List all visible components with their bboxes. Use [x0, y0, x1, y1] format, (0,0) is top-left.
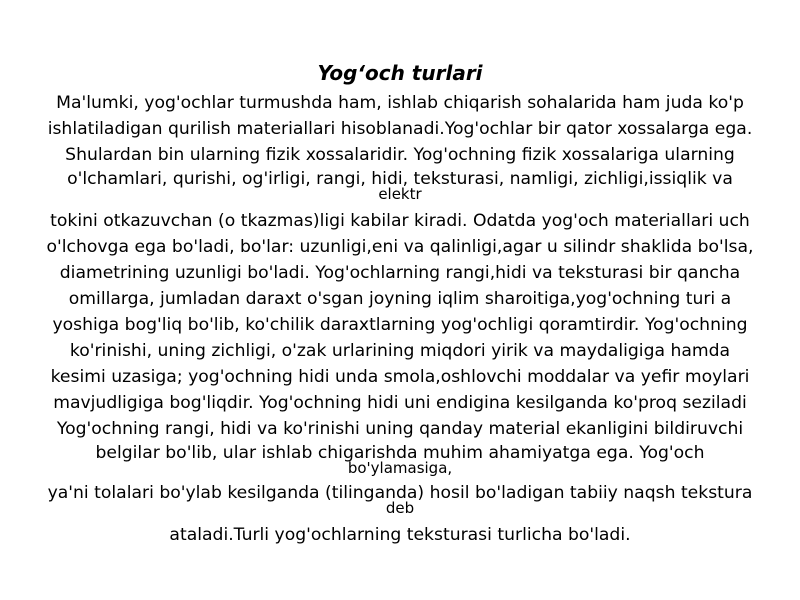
text-line-main: ya'ni tolalari bo'ylab kesilganda (tilinganda) hosil bo'ladigan tabiiy naqsh tekstura [47, 483, 753, 503]
text-line [20, 364, 780, 390]
text-line-main: kesimi uzasiga; yog'ochning hidi unda smola,oshlovchi moddalar va yefir moylari [50, 367, 750, 387]
text-line-main: Ma'lumki, yog'ochlar turmushda ham, ishlab chiqarish sohalarida ham juda ko'p [56, 93, 744, 113]
text-line-wrap: elektr [378, 185, 422, 203]
text-line-wrap: bo'ylamasiga, [347, 459, 453, 477]
text-line-main: ishlatiladigan qurilish materiallari hisoblanadi.Yog'ochlar bir qator xossalarga ega. [47, 119, 753, 139]
text-line-main: diametrining uzunligi bo'ladi. Yog'ochlarning rangi,hidi va teksturasi bir qancha [59, 263, 741, 283]
text-line [20, 522, 780, 548]
text-line-main: mavjudligiga bog'liqdir. Yog'ochning hidi uni endigina kesilganda ko'proq seziladi [53, 393, 747, 413]
text-line-main: o'lchovga ega bo'ladi, bo'lar: uzunligi,eni va qalinligi,agar u silindr shaklida bo'lsa, [46, 237, 754, 257]
text-line-main: yoshiga bog'liq bo'lib, ko'chilik daraxtlarning yog'ochligi qoramtirdir. Yog'ochning [52, 315, 748, 335]
text-line-main: omillarga, jumladan daraxt o'sgan joyning iqlim sharoitiga,yog'ochning turi a [68, 289, 732, 309]
text-line [20, 116, 780, 142]
text-line-main: ko'rinishi, uning zichligi, o'zak urlarining miqdori yirik va maydaligiga hamda [69, 341, 731, 361]
text-line [20, 312, 780, 338]
text-line [20, 234, 780, 260]
text-line [20, 168, 780, 208]
text-line [20, 260, 780, 286]
text-line-main: Shulardan bin ularning fizik xossalaridir. Yog'ochning fizik xossalariga ularning [65, 145, 735, 165]
text-line-main: tokini otkazuvchan (o tkazmas)ligi kabilar kiradi. Odatda yog'och materiallari uch [50, 211, 750, 231]
text-line [20, 390, 780, 416]
text-line [20, 142, 780, 168]
text-line-main: belgilar bo'lib, ular ishlab chigarishda muhim ahamiyatga ega. Yog'och [95, 443, 705, 463]
text-line [20, 208, 780, 234]
text-line-wrap: deb [385, 499, 415, 517]
text-line-main: ataladi.Turli yog'ochlarning teksturasi turlicha bo'ladi. [169, 525, 631, 545]
text-line [20, 338, 780, 364]
slide-title: Yog‘och turlari [317, 61, 483, 85]
text-line [20, 482, 780, 522]
text-line [20, 286, 780, 312]
text-line-main: o'lchamlari, qurishi, og'irligi, rangi, hidi, teksturasi, namligi, zichligi,issiqlik va [67, 169, 733, 189]
text-line [20, 416, 780, 442]
text-line [20, 90, 780, 116]
text-line-main: Yog'ochning rangi, hidi va ko'rinishi uning qanday material ekanligini bildiruvchi [56, 419, 744, 439]
text-line [20, 442, 780, 482]
body-text [20, 90, 780, 548]
